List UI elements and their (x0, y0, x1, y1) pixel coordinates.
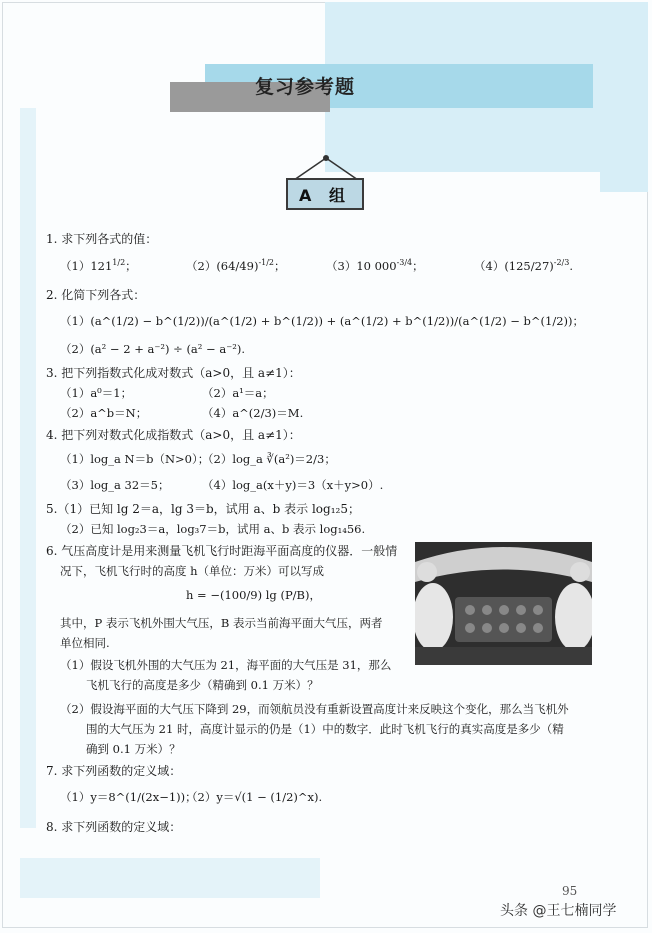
q2-part1-expression: (a^(1/2) − b^(1/2))/(a^(1/2) + b^(1/2)) + (a^(1/2) + b^(1/2))/(a^(1/2) − b^(1/2))； (90, 314, 585, 328)
q6-sub1-line2: 飞机飞行的高度是多少（精确到 0.1 万米）？ (86, 678, 319, 692)
q1-part1: $(1)121^{1/2}$； (60, 258, 137, 273)
q8-stem: 8. 求下列函数的定义域： (46, 820, 182, 834)
q1-part2: $(2)(64/49)^{-1/2}$； (186, 258, 286, 273)
q5-part2: （2）已知 log₂3＝a，log₃7＝b，试用 a、b 表示 log₁₄56. (60, 522, 366, 536)
q5-part1: 5.（1）已知 lg 2＝a，lg 3＝b，试用 a、b 表示 log₁₂5； (46, 502, 360, 516)
q1-part4-exp: -2/3 (553, 258, 570, 267)
q6-intro-line4: 单位相同. (60, 636, 110, 650)
q1-part3-base: （3）10 000 (326, 258, 397, 273)
q4-stem: 4. 把下列对数式化成指数式（a>0，且 a≠1）： (46, 428, 301, 442)
cockpit-photo (415, 542, 592, 665)
q3-part4: （4）a^(2/3)＝M. (202, 406, 304, 420)
q2-stem: 2. 化简下列各式： (46, 288, 146, 302)
q3-part3: （2）a^b＝N； (60, 406, 148, 420)
q6-intro-line3: 其中，P 表示飞机外围大气压，B 表示当前海平面大气压，两者 (60, 616, 383, 630)
group-label: A 组 (286, 178, 364, 210)
q2-part1 (60, 314, 584, 328)
q4-part4: （4）log_a(x＋y)＝3（x＋y>0）. (202, 478, 384, 492)
q7-stem: 7. 求下列函数的定义域： (46, 764, 182, 778)
q6-sub2-line2: 围的大气压为 21 时，高度计显示的仍是（1）中的数字．此时飞机飞行的真实高度是多少（精 (86, 722, 564, 736)
q7-part2: （2）y＝√(1 − (1/2)^x). (186, 790, 323, 804)
q3-part2: （2）a¹＝a； (202, 386, 274, 400)
q2-part2: （2）(a² − 2 + a⁻²) ÷ (a² − a⁻²). (60, 342, 246, 356)
decor-bottom-strip (20, 858, 320, 898)
q1-part1-exp: 1/2 (112, 258, 126, 267)
q2-part1-label: （1） (60, 314, 91, 328)
q1-stem: 1. 求下列各式的值： (46, 232, 158, 246)
section-heading: 复习参考题 (255, 76, 356, 98)
q1-part4: $(4)(125/27)^{-2/3}$. (474, 258, 573, 273)
decor-left-strip (20, 108, 36, 828)
page-number: 95 (562, 884, 578, 898)
q1-part3: （3）10 $000^{-3/4}$； (326, 258, 424, 273)
q3-part1: （1）a⁰＝1； (60, 386, 133, 400)
q4-part1: （1）log_a N＝b（N>0）； (60, 452, 210, 466)
q1-part1-base: （1）121 (60, 258, 113, 273)
group-sign (286, 152, 366, 212)
cockpit-illustration (415, 542, 592, 665)
q4-part2: （2）log_a ∛(a²)＝2/3； (202, 452, 336, 466)
decor-right-block (600, 2, 648, 192)
q6-sub1-line1: （1）假设飞机外围的大气压为 21，海平面的大气压是 31，那么 (60, 658, 392, 672)
q4-part3: （3）log_a 32＝5； (60, 478, 170, 492)
q3-stem: 3. 把下列指数式化成对数式（a>0，且 a≠1）： (46, 366, 301, 380)
q1-part2-base: （2）(64/49) (186, 258, 259, 273)
q6-intro-line2: 况下，飞机飞行时的高度 h（单位：万米）可以写成 (60, 564, 325, 578)
q6-formula: h = −(100/9) lg (P/B)， (186, 588, 321, 602)
q6-intro-line1: 6. 气压高度计是用来测量飞机飞行时距海平面高度的仪器．一般情 (46, 544, 398, 558)
q1-part3-exp: -3/4 (396, 258, 413, 267)
q6-sub2-line1: （2）假设海平面的大气压下降到 29，而领航员没有重新设置高度计来反映这个变化，那么当飞机外 (60, 702, 569, 716)
q1-part2-exp: -1/2 (258, 258, 275, 267)
q1-part4-base: （4）(125/27) (474, 258, 554, 273)
watermark: 头条 @王七楠同学 (500, 903, 617, 919)
q7-part1: （1）y＝8^(1/(2x−1))； (60, 790, 197, 804)
q6-sub2-line3: 确到 0.1 万米）？ (86, 742, 181, 756)
